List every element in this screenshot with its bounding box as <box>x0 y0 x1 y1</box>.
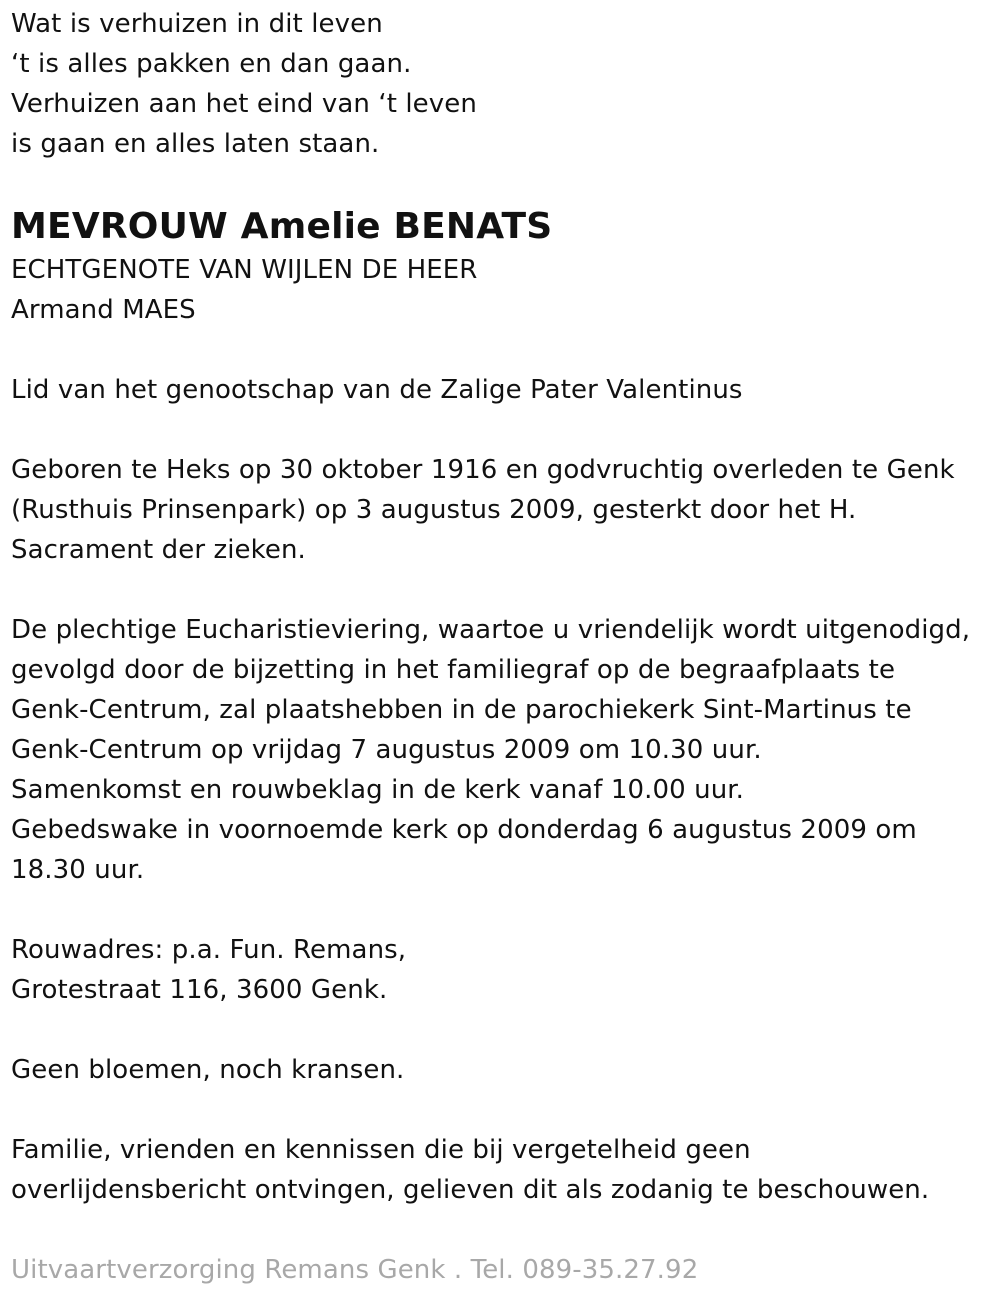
paragraph-line: Genk-Centrum op vrijdag 7 augustus 2009 om 10.30 uur. <box>11 735 762 765</box>
spacer <box>11 890 996 930</box>
membership-text: Lid van het genootschap van de Zalige Pater Valentinus <box>11 375 743 405</box>
address-line: Grotestraat 116, 3600 Genk. <box>11 975 388 1005</box>
funeral-home-footer: Uitvaartverzorging Remans Genk . Tel. 089-35.27.92 <box>11 1255 699 1285</box>
poem-line: is gaan en alles laten staan. <box>11 129 380 159</box>
spouse-info <box>11 250 996 330</box>
paragraph-line: Genk-Centrum, zal plaatshebben in de parochiekerk Sint-Martinus te <box>11 695 912 725</box>
address-line: Rouwadres: p.a. Fun. Remans, <box>11 935 407 965</box>
flowers-note: Geen bloemen, noch kransen. <box>11 1055 405 1085</box>
spouse-line: Armand MAES <box>11 295 196 325</box>
paragraph-line: 18.30 uur. <box>11 855 145 885</box>
spouse-line: ECHTGENOTE VAN WIJLEN DE HEER <box>11 255 478 285</box>
paragraph-line: gevolgd door de bijzetting in het familiegraf op de begraafplaats te <box>11 655 896 685</box>
closing-notice <box>11 1130 996 1210</box>
paragraph-line: (Rusthuis Prinsenpark) op 3 augustus 2009, gesterkt door het H. <box>11 495 857 525</box>
paragraph-line: Sacrament der zieken. <box>11 535 306 565</box>
spacer <box>11 570 996 610</box>
ceremony-paragraph <box>11 610 996 890</box>
poem <box>11 4 996 164</box>
poem-line: Verhuizen aan het eind van ‘t leven <box>11 89 477 119</box>
paragraph-line: Samenkomst en rouwbeklag in de kerk vanaf 10.00 uur. <box>11 775 745 805</box>
paragraph-line: Geboren te Heks op 30 oktober 1916 en godvruchtig overleden te Genk <box>11 455 955 485</box>
spacer <box>11 1090 996 1130</box>
poem-line: ‘t is alles pakken en dan gaan. <box>11 49 412 79</box>
spacer <box>11 1010 996 1050</box>
notice-line: overlijdensbericht ontvingen, gelieven dit als zodanig te beschouwen. <box>11 1175 930 1205</box>
spacer <box>11 410 996 450</box>
death-notice <box>11 4 996 1290</box>
spacer <box>11 164 996 204</box>
spacer <box>11 330 996 370</box>
poem-line: Wat is verhuizen in dit leven <box>11 9 383 39</box>
mourning-address <box>11 930 996 1010</box>
paragraph-line: De plechtige Eucharistieviering, waartoe u vriendelijk wordt uitgenodigd, <box>11 615 971 645</box>
spacer <box>11 1210 996 1250</box>
birth-death-paragraph <box>11 450 996 570</box>
notice-line: Familie, vrienden en kennissen die bij vergetelheid geen <box>11 1135 751 1165</box>
deceased-name: MEVROUW Amelie BENATS <box>11 206 553 247</box>
paragraph-line: Gebedswake in voornoemde kerk op donderdag 6 augustus 2009 om <box>11 815 917 845</box>
